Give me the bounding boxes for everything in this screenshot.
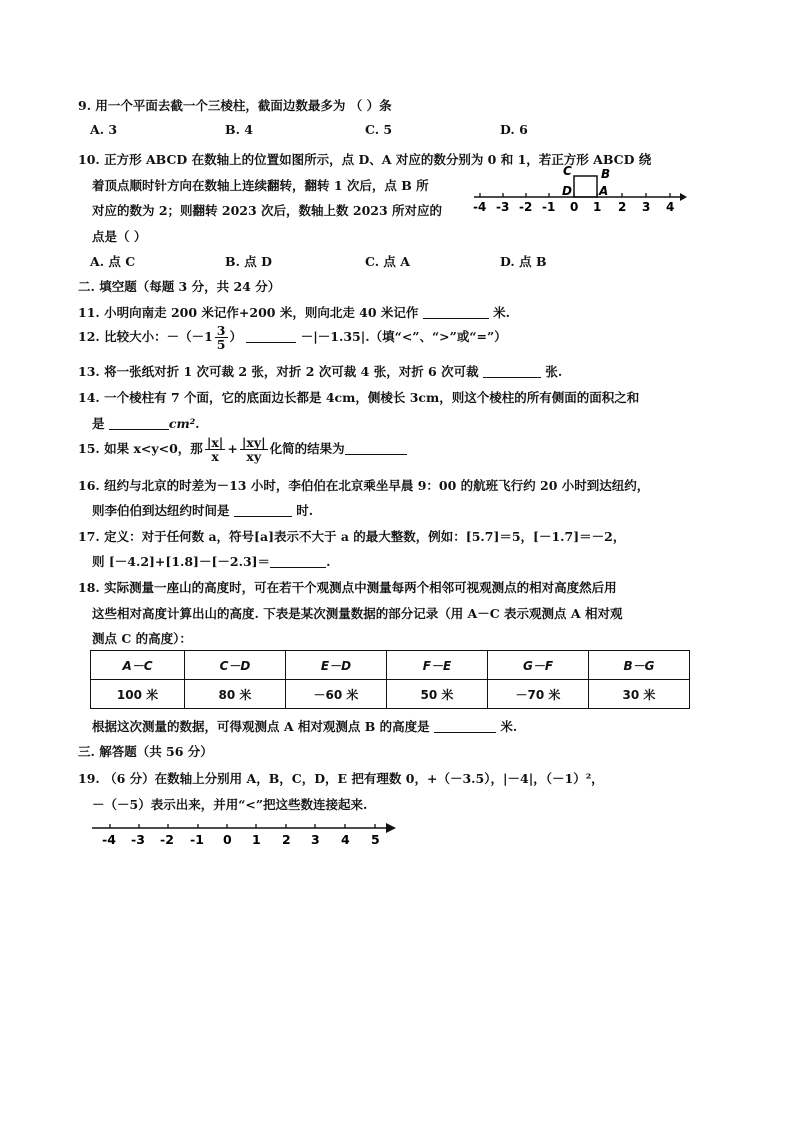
q19-tick-label: 1 (252, 832, 261, 847)
q18-line1: 18. 实际测量一座山的高度时，可在若干个观测点中测量每两个相邻可视观测点的相对高度然后用 (78, 580, 617, 595)
vertex-d-label: D (562, 184, 572, 198)
q10-line2: 着顶点顺时针方向在数轴上连续翻转，翻转 1 次后，点 B 所 (92, 178, 429, 193)
q17-line2 (92, 552, 330, 570)
q10-axis-arrow (680, 193, 687, 201)
q15-f1-den: x (211, 449, 219, 464)
q18-text: 根据这次测量的数据，可得观测点 A 相对观测点 B 的高度是 (92, 719, 430, 734)
section2-heading: 二. 填空题（每题 3 分，共 24 分） (78, 279, 281, 294)
q19-tick-label: 2 (282, 832, 291, 847)
q11-blank[interactable] (423, 306, 489, 319)
q16-unit: 时. (296, 503, 314, 518)
table-row (91, 680, 690, 709)
vertex-b-label: B (601, 167, 611, 181)
q12-fraction (215, 324, 228, 351)
q14-line2 (92, 414, 200, 432)
table-header-cell: A－C (91, 651, 185, 680)
q12 (78, 324, 507, 351)
q10-tick-label: -1 (542, 200, 556, 214)
q19-tick-label: -4 (102, 832, 116, 847)
q10-option-c: C. 点 A (365, 254, 410, 269)
table-cell: －70 米 (488, 680, 589, 709)
q16-line2 (92, 501, 313, 519)
q15-text: 15. 如果 x<y<0，那 (78, 441, 203, 456)
q11-unit: 米. (493, 305, 510, 320)
q12-text-mid: ） (229, 329, 243, 344)
q19-number-line (88, 816, 408, 856)
q11 (78, 303, 510, 321)
q10-tick-label: -2 (519, 200, 533, 214)
q19-line1: 19. （6 分）在数轴上分别用 A，B，C，D，E 把有理数 0，+（－3.5），|－4|，（－1）²， (78, 771, 604, 786)
q14-line1: 14. 一个棱柱有 7 个面，它的底面边长都是 4cm，侧棱长 3cm，则这个棱柱的所有侧面的面积之和 (78, 390, 640, 405)
table-cell: 100 米 (91, 680, 185, 709)
q15-fraction-2 (240, 436, 268, 463)
q19-tick-label: -3 (131, 832, 145, 847)
q13-unit: 张. (545, 364, 563, 379)
q15-plus: + (227, 441, 238, 456)
q10-tick-label: 3 (642, 200, 651, 214)
q16-text: 则李伯伯到达纽约时间是 (92, 503, 230, 518)
q17-blank[interactable] (270, 555, 326, 568)
table-cell: 50 米 (387, 680, 488, 709)
q16-blank[interactable] (234, 504, 292, 517)
q11-text: 11. 小明向南走 200 米记作+200 米，则向北走 40 米记作 (78, 305, 419, 320)
table-header-cell: C－D (185, 651, 286, 680)
vertex-c-label: C (563, 164, 572, 178)
q10-option-a: A. 点 C (90, 254, 136, 269)
q10-option-b: B. 点 D (225, 254, 272, 269)
q9-option-d: D. 6 (500, 122, 528, 137)
q10-line1: 10. 正方形 ABCD 在数轴上的位置如图所示，点 D、A 对应的数分别为 0 和 1，若正方形 ABCD 绕 (78, 152, 652, 167)
q12-blank[interactable] (246, 330, 296, 343)
q16-line1: 16. 纽约与北京的时差为－13 小时，李伯伯在北京乘坐早晨 9：00 的航班飞行约 20 小时到达纽约， (78, 478, 650, 493)
q10-tick-label: 1 (593, 200, 602, 214)
q18-line4 (92, 717, 517, 735)
q15 (78, 436, 407, 463)
q15-f2-den: xy (246, 449, 262, 464)
q19-tick-label: 3 (311, 832, 320, 847)
table-header-row (91, 651, 690, 680)
table-cell: 30 米 (589, 680, 690, 709)
q10-line4: 点是（ ） (92, 229, 147, 244)
q15-text-after: 化简的结果为 (269, 441, 345, 456)
q12-frac-num: 3 (216, 323, 226, 338)
q9-option-a: A. 3 (90, 122, 118, 137)
q9-option-c: C. 5 (365, 122, 393, 137)
q13-text: 13. 将一张纸对折 1 次可裁 2 张，对折 2 次可裁 4 张，对折 6 次可裁 (78, 364, 479, 379)
measurement-table (90, 650, 690, 709)
q19-tick-label: 0 (223, 832, 232, 847)
q15-f1-num: |x| (206, 435, 224, 450)
q10-tick-label: -4 (473, 200, 487, 214)
vertex-a-label: A (599, 184, 609, 198)
q18-unit: 米. (500, 719, 518, 734)
q15-fraction-1 (205, 436, 226, 463)
q9-stem: 9. 用一个平面去截一个三棱柱，截面边数最多为 （ ）条 (78, 98, 392, 113)
q18-line2: 这些相对高度计算出山的高度. 下表是某次测量数据的部分记录（用 A－C 表示观测点 A 相对观 (92, 606, 623, 621)
q19-tick-label: -2 (160, 832, 174, 847)
q15-f2-num: |xy| (241, 435, 266, 450)
q14-text: 是 (92, 416, 105, 431)
q17-text: 则 [－4.2]+[1.8]－[－2.3]＝ (92, 554, 271, 569)
q18-blank[interactable] (434, 720, 496, 733)
q10-tick-label: 0 (570, 200, 579, 214)
q19-line2: －（－5）表示出来，并用“<”把这些数连接起来. (92, 797, 368, 812)
q17-end: . (326, 554, 331, 569)
q12-frac-den: 5 (216, 337, 226, 352)
q19-tick-label: -1 (190, 832, 204, 847)
q12-text: 12. 比较大小：－（－1 (78, 329, 213, 344)
q19-tick-label: 4 (341, 832, 350, 847)
q13-blank[interactable] (483, 365, 541, 378)
table-header-cell: B－G (589, 651, 690, 680)
table-header-cell: E－D (286, 651, 387, 680)
q13 (78, 362, 562, 380)
q10-tick-label: 2 (618, 200, 627, 214)
q17-line1: 17. 定义：对于任何数 a，符号[a]表示不大于 a 的最大整数，例如：[5.7]＝5，[－1.7]＝－2， (78, 529, 626, 544)
q12-text-after: －|－1.35|.（填“<”、“>”或“=”） (300, 329, 507, 344)
q10-tick-label: -3 (496, 200, 510, 214)
q19-tick-label: 5 (371, 832, 380, 847)
q10-tick-label: 4 (666, 200, 675, 214)
square-abcd (574, 176, 597, 197)
q15-blank[interactable] (345, 442, 407, 455)
q10-option-d: D. 点 B (500, 254, 547, 269)
section3-heading: 三. 解答题（共 56 分） (78, 744, 213, 759)
table-cell: 80 米 (185, 680, 286, 709)
q19-axis-arrow (386, 823, 396, 833)
q9-option-b: B. 4 (225, 122, 253, 137)
q14-blank[interactable] (109, 417, 169, 430)
q18-line3: 测点 C 的高度）： (92, 631, 192, 646)
table-header-cell: G－F (488, 651, 589, 680)
q14-unit: cm². (168, 416, 200, 431)
table-header-cell: F－E (387, 651, 488, 680)
table-cell: －60 米 (286, 680, 387, 709)
q10-line3: 对应的数为 2；则翻转 2023 次后，数轴上数 2023 所对应的 (92, 203, 443, 218)
q10-number-line-figure (470, 164, 690, 220)
